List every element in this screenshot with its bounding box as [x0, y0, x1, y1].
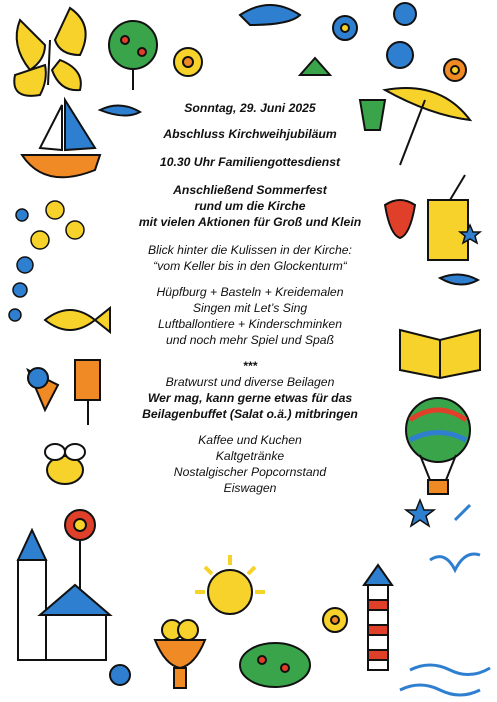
summer-fest-audience: mit vielen Aktionen für Groß und Klein [138, 215, 362, 229]
summer-fest-location: rund um die Kirche [194, 199, 306, 213]
book-icon [400, 330, 480, 378]
church-tour-quote: “vom Keller bis in den Glockenturm“ [153, 259, 347, 273]
church-icon [18, 530, 110, 660]
food-line: Bratwurst und diverse Beilagen [165, 375, 335, 389]
buffet-line: Beilagenbuffet (Salat o.ä.) mitbringen [142, 407, 358, 421]
event-date: Sonntag, 29. Juni 2025 [184, 101, 316, 115]
sun-icon [195, 555, 265, 614]
sailboat-icon [22, 100, 100, 177]
church-tour-line: Blick hinter die Kulissen in der Kirche: [148, 243, 352, 257]
sundae-icon [155, 620, 205, 688]
activity-item: Singen mit Let’s Sing [192, 301, 308, 315]
flower-garland-icon [9, 201, 84, 321]
waves-icon [400, 665, 490, 695]
activity-item: Hüpfburg + Basteln + Kreidemalen [156, 285, 344, 299]
hot-air-balloon-icon [406, 398, 470, 494]
flower-icon [110, 608, 347, 685]
service-time: 10.30 Uhr Familiengottesdienst [159, 155, 341, 169]
extra-item: Eiswagen [223, 481, 277, 495]
activity-item: Luftballontiere + Kinderschminken [158, 317, 342, 331]
drink-glass-icon [428, 175, 468, 260]
flower-icon [65, 510, 95, 600]
extra-item: Kaltgetränke [215, 449, 285, 463]
lighthouse-icon [364, 565, 392, 670]
bush-icon [240, 643, 310, 687]
buffet-line: Wer mag, kann gerne etwas für das [147, 391, 353, 405]
flyer-text [110, 100, 390, 496]
activity-item: und noch mehr Spiel und Spaß [165, 333, 335, 347]
tree-icon [109, 21, 157, 90]
extra-item: Kaffee und Kuchen [198, 433, 302, 447]
bee-icon [45, 444, 85, 484]
ice-cream-icon [28, 360, 100, 425]
butterfly-icon [14, 8, 85, 96]
bird-icon [430, 505, 480, 570]
extra-item: Nostalgischer Popcornstand [173, 465, 327, 479]
summer-fest-heading: Anschließend Sommerfest [173, 183, 327, 197]
event-subtitle: Abschluss Kirchweihjubiläum [163, 127, 337, 141]
separator: *** [242, 359, 258, 373]
